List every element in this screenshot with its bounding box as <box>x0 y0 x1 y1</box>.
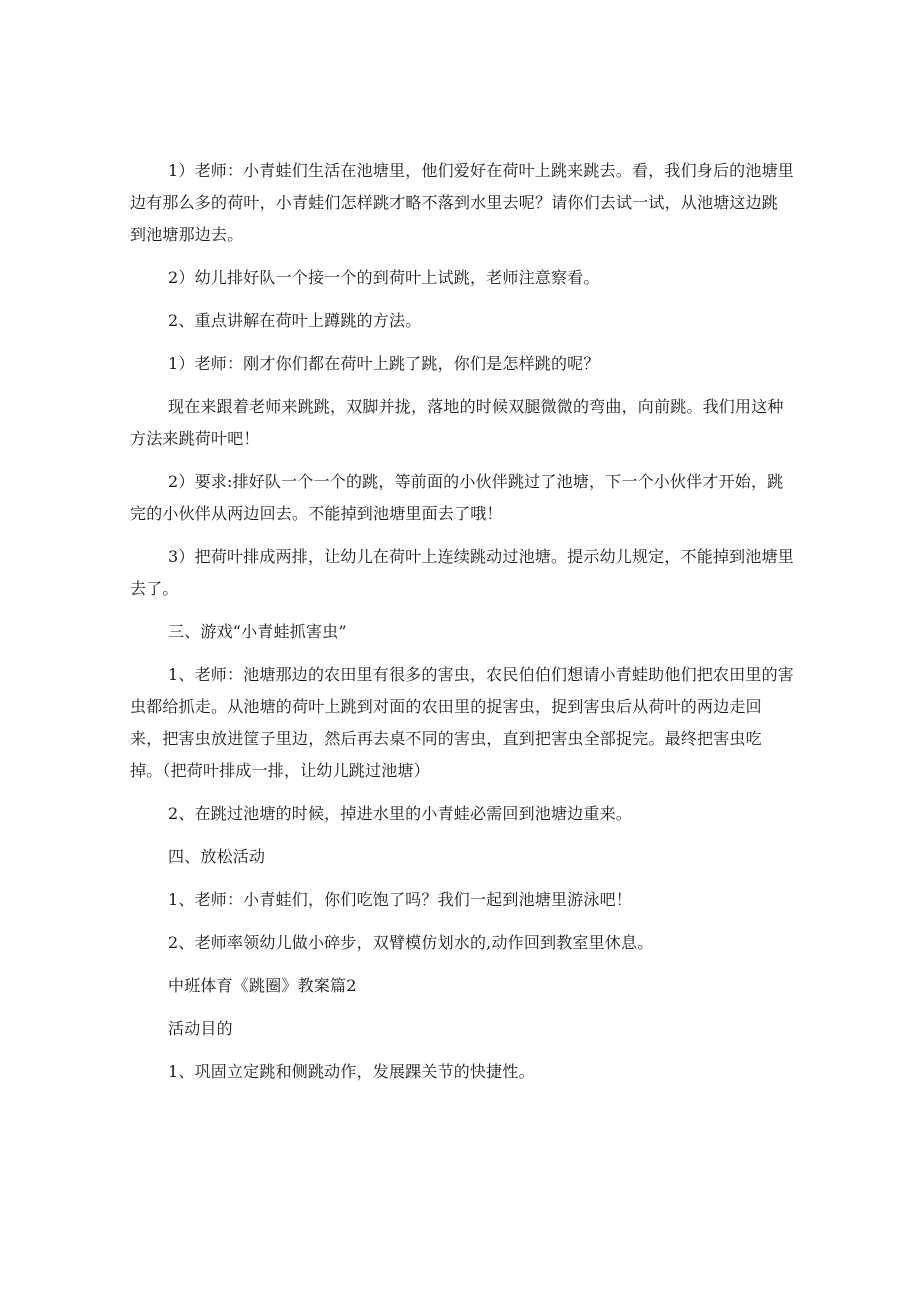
paragraph-1: 1）老师：小青蛙们生活在池塘里，他们爱好在荷叶上跳来跳去。看，我们身后的池塘里边有那么多的荷叶，小青蛙们怎样跳才略不落到水里去呢？请你们去试一试，从池塘这边跳到池塘那边去。 <box>130 161 794 244</box>
section-heading-goals: 活动目的 <box>168 1019 233 1038</box>
paragraph-16: 1、巩固立定跳和侧跳动作，发展踝关节的快捷性。 <box>168 1062 535 1081</box>
document-body <box>130 155 794 1099</box>
paragraph-3: 2、重点讲解在荷叶上蹲跳的方法。 <box>168 311 422 330</box>
paragraph-4: 1）老师：刚才你们都在荷叶上跳了跳，你们是怎样跳的呢？ <box>168 354 600 373</box>
paragraph-2: 2）幼儿排好队一个接一个的到荷叶上试跳，老师注意察看。 <box>168 268 600 287</box>
paragraph-10: 2、在跳过池塘的时候，掉进水里的小青蛙必需回到池塘边重来。 <box>168 804 632 823</box>
section-heading-relax: 四、放松活动 <box>168 847 266 866</box>
paragraph-9: 1、老师：池塘那边的农田里有很多的害虫，农民伯伯们想请小青蛙助他们把农田里的害虫都给抓走。从池塘的荷叶上跳到对面的农田里的捉害虫，捉到害虫后从荷叶的两边走回来，把害虫放进筐子里边，然后再去桌不同的害虫，直到把害虫全部捉完。最终把害虫吃掉。（把荷叶排成一排，让幼儿跳过池塘） <box>130 665 794 780</box>
section-heading-game: 三、游戏“小青蛙抓害虫” <box>168 622 347 641</box>
paragraph-12: 1、老师：小青蛙们，你们吃饱了吗？我们一起到池塘里游泳吧！ <box>168 890 632 909</box>
lesson-title: 中班体育《跳圈》教案篇2 <box>168 976 357 995</box>
paragraph-6: 2）要求:排好队一个一个的跳，等前面的小伙伴跳过了池塘，下一个小伙伴才开始，跳完的小伙伴从两边回去。不能掉到池塘里面去了哦！ <box>130 472 784 523</box>
paragraph-13: 2、老师率领幼儿做小碎步，双臂模仿划水的,动作回到教室里休息。 <box>168 933 654 952</box>
paragraph-5: 现在来跟着老师来跳跳，双脚并拢，落地的时候双腿微微的弯曲，向前跳。我们用这种方法来跳荷叶吧！ <box>130 397 784 448</box>
paragraph-7: 3）把荷叶排成两排，让幼儿在荷叶上连续跳动过池塘。提示幼儿规定，不能掉到池塘里去了。 <box>130 547 794 598</box>
